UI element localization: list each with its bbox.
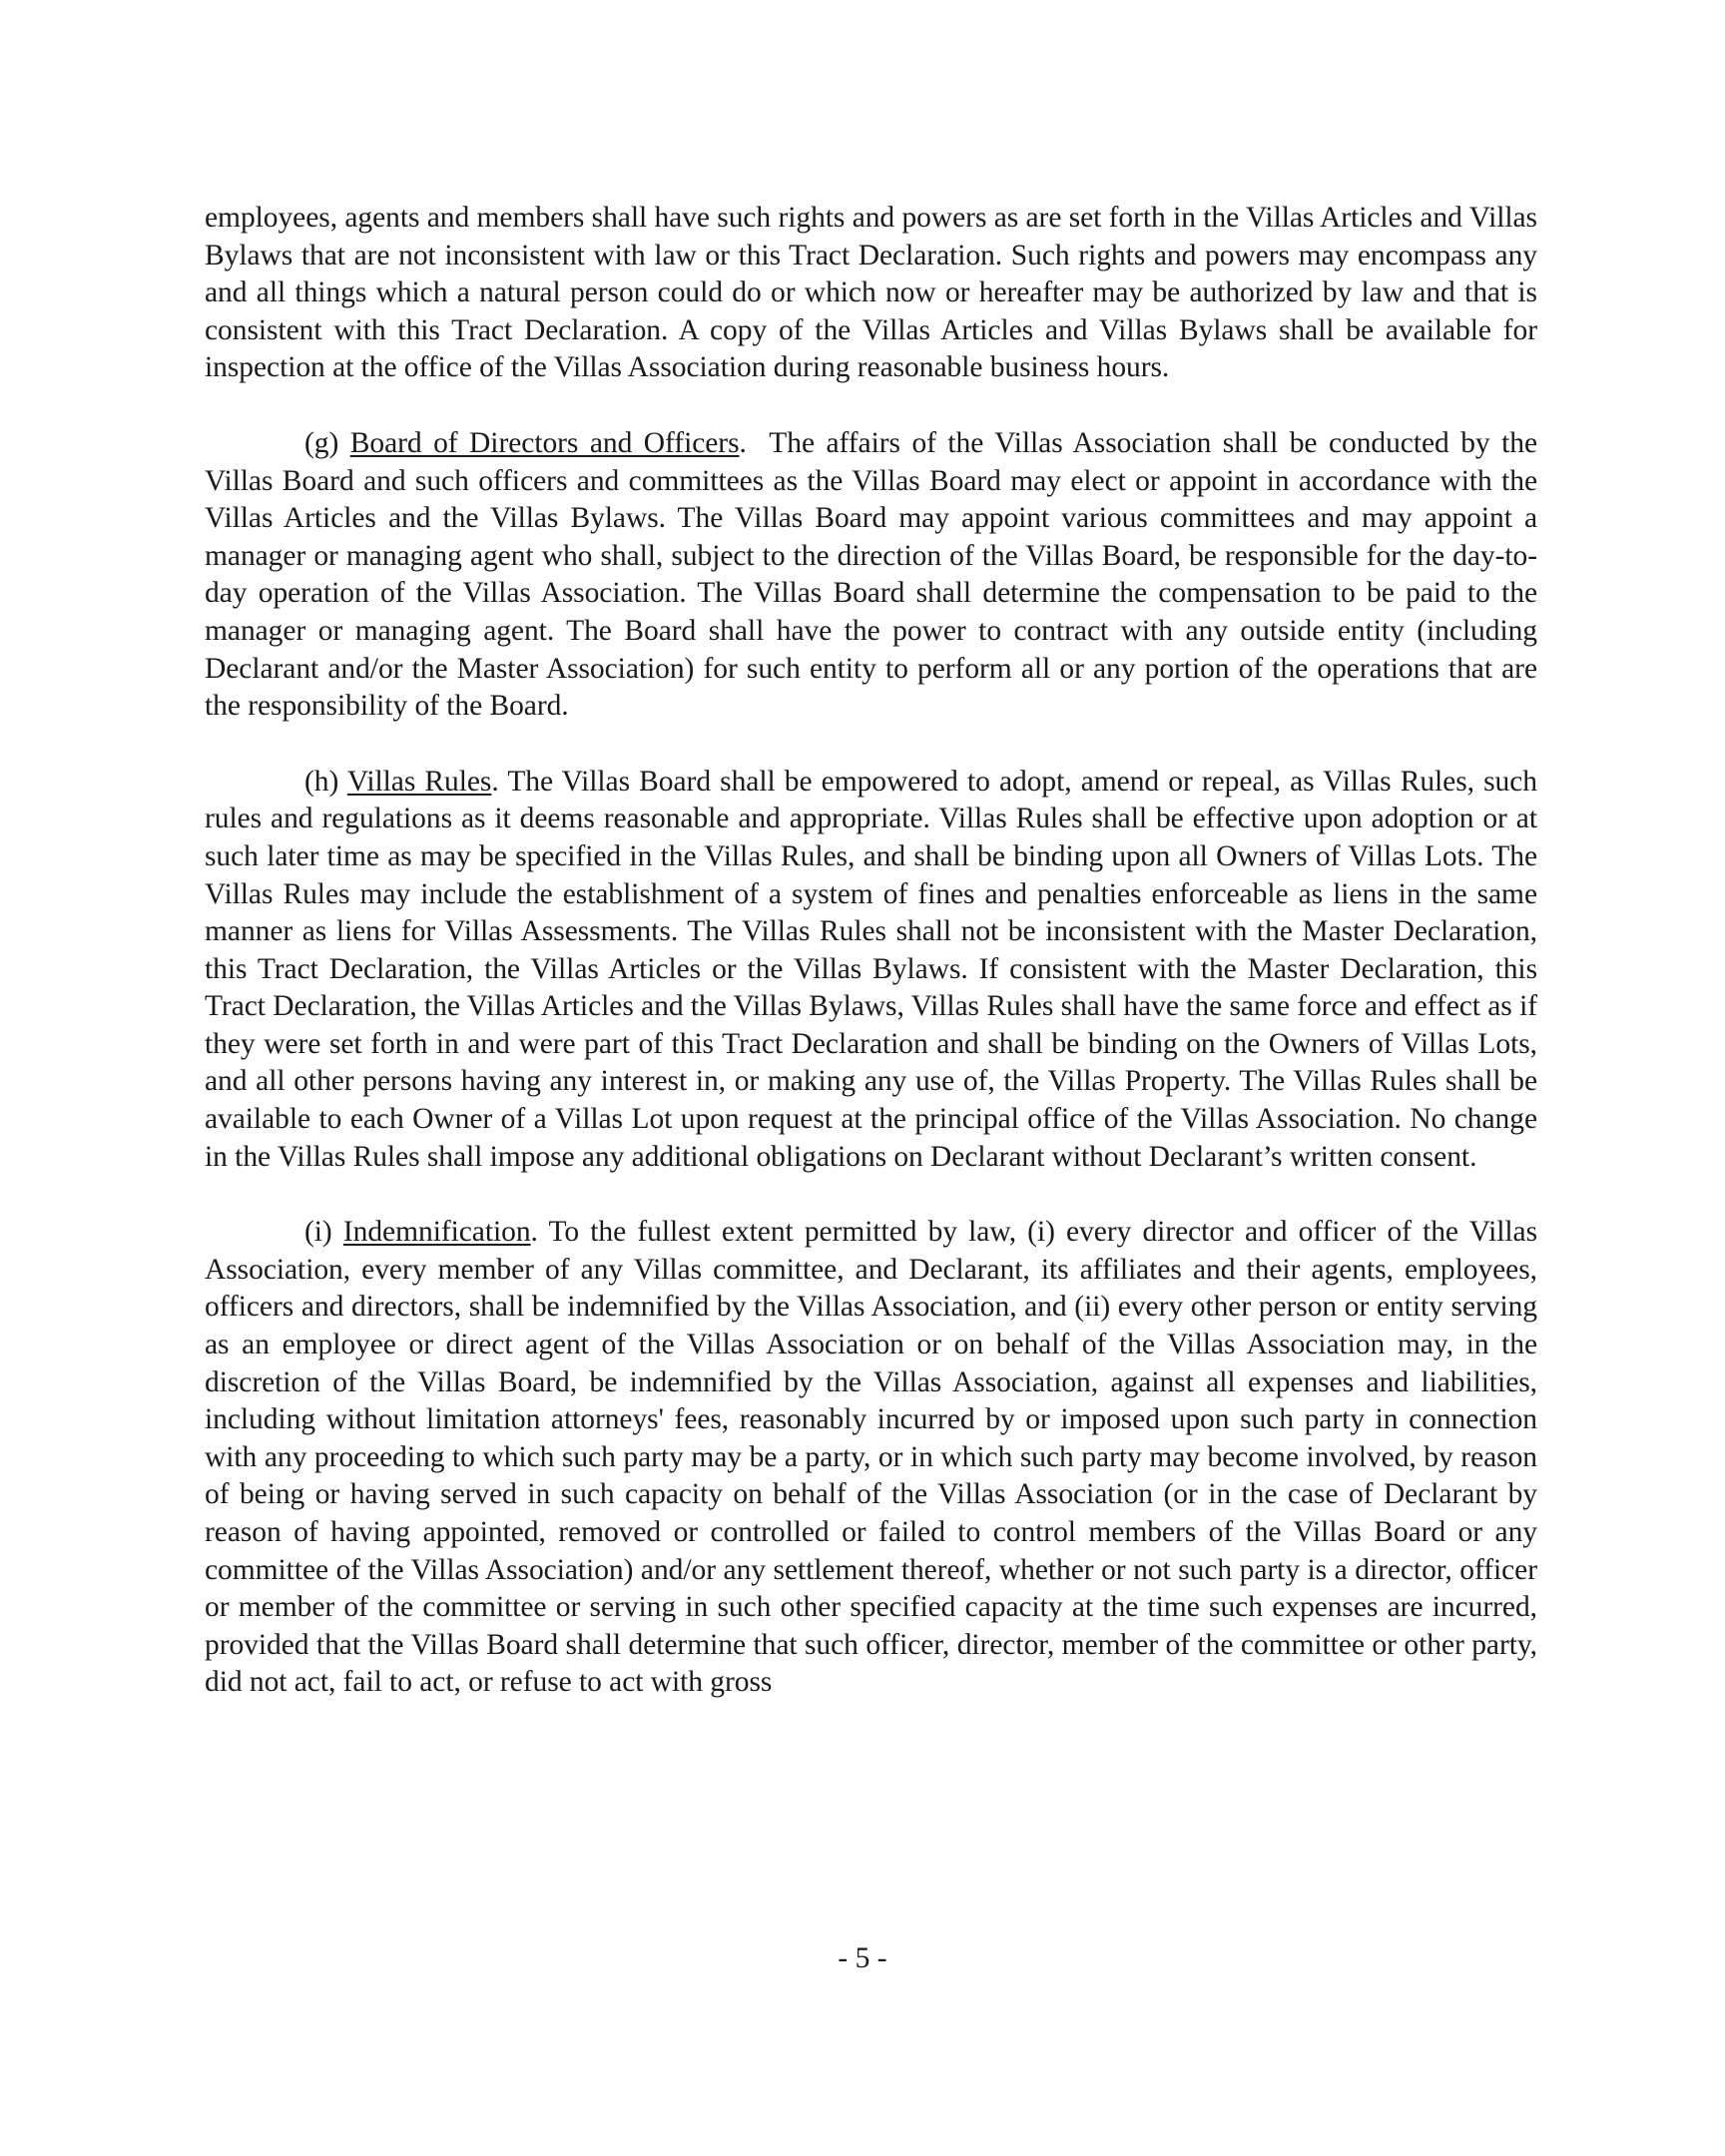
section-heading: Indemnification xyxy=(342,1216,531,1249)
paragraph-h-villas-rules: (h) Villas Rules. The Villas Board shall be empowered to adopt, amend or repeal, as Villas Rules, such rules and regulations as it deems reasonable and appropriate. Villas Rules shall be effective upon adoption or at such later time as may be specified in the Villas Rules, and shall be binding upon all Owners of Villas Lots. The Villas Rules may include the establishment of a system of fines and penalties enforceable as liens in the same manner as liens for Villas Assessments. The Villas Rules shall not be inconsistent with the Master Declaration, this Tract Declaration, the Villas Articles or the Villas Bylaws. If consistent with the Master Declaration, this Tract Declaration, the Villas Articles and the Villas Bylaws, Villas Rules shall have the same force and effect as if they were set forth in and were part of this Tract Declaration and shall be binding on the Owners of Villas Lots, and all other persons having any interest in, or making any use of, the Villas Property. The Villas Rules shall be available to each Owner of a Villas Lot upon request at the principal office of the Villas Association. No change in the Villas Rules shall impose any additional obligations on Declarant without Declarant’s written consent. xyxy=(205,765,1537,1173)
paragraph-i-indemnification: (i) Indemnification. To the fullest extent permitted by law, (i) every director and officer of the Villas Association, every member of any Villas committee, and Declarant, its affiliates and their agents, employees, officers and directors, shall be indemnified by the Villas Association, and (ii) every other person or entity serving as an employee or direct agent of the Villas Association or on behalf of the Villas Association may, in the discretion of the Villas Board, be indemnified by the Villas Association, against all expenses and liabilities, including without limitation attorneys' fees, reasonably incurred by or imposed upon such party in connection with any proceeding to which such party may be a party, or in which such party may become involved, by reason of being or having served in such capacity on behalf of the Villas Association (or in the case of Declarant by reason of having appointed, removed or controlled or failed to control members of the Villas Board or any committee of the Villas Association) and/or any settlement thereof, whether or not such party is a director, officer or member of the committee or serving in such other specified capacity at the time such expenses are incurred, provided that the Villas Board shall determine that such officer, director, member of the committee or other party, did not act, fail to act, or refuse to act with gross xyxy=(205,1216,1538,1699)
document-body xyxy=(205,200,1537,1740)
paragraph-g-board-of-directors: (g) Board of Directors and Officers. The affairs of the Villas Association shall be conducted by the Villas Board and such officers and committees as the Villas Board may elect or appoint in accordance with the Villas Articles and the Villas Bylaws. The Villas Board may appoint various committees and may appoint a manager or managing agent who shall, subject to the direction of the Villas Board, be responsible for the day-to-day operation of the Villas Association. The Villas Board shall determine the compensation to be paid to the manager or managing agent. The Board shall have the power to contract with any outside entity (including Declarant and/or the Master Association) for such entity to perform all or any portion of the operations that are the responsibility of the Board. xyxy=(205,426,1538,723)
section-heading: Villas Rules xyxy=(346,765,492,798)
section-label: (g) xyxy=(304,426,339,459)
section-label: (h) xyxy=(304,765,339,798)
section-label: (i) xyxy=(304,1216,332,1249)
paragraph-text: To the fullest extent permitted by law, (i) every director and officer of the Villas Association, every member of any Villas committee, and Declarant, its affiliates and their agents, employees, officers and directors, shall be indemnified by the Villas Association, and (ii) every other person or entity serving as an employee or direct agent of the Villas Association or on behalf of the Villas Association may, in the discretion of the Villas Board, be indemnified by the Villas Association, against all expenses and liabilities, including without limitation attorneys' fees, reasonably incurred by or imposed upon such party in connection with any proceeding to which such party may be a party, or in which such party may become involved, by reason of being or having served in such capacity on behalf of the Villas Association (or in the case of Declarant by reason of having appointed, removed or controlled or failed to control members of the Villas Board or any committee of the Villas Association) and/or any settlement thereof, whether or not such party is a director, officer or member of the committee or serving in such other specified capacity at the time such expenses are incurred, provided that the Villas Board shall determine that such officer, director, member of the committee or other party, did not act, fail to act, or refuse to act with gross xyxy=(205,1216,1538,1699)
paragraph-continuation xyxy=(205,200,1537,387)
paragraph-text: The affairs of the Villas Association shall be conducted by the Villas Board and such officers and committees as the Villas Board may elect or appoint in accordance with the Villas Articles and the Villas Bylaws. The Villas Board may appoint various committees and may appoint a manager or managing agent who shall, subject to the direction of the Villas Board, be responsible for the day-to-day operation of the Villas Association. The Villas Board shall determine the compensation to be paid to the manager or managing agent. The Board shall have the power to contract with any outside entity (including Declarant and/or the Master Association) for such entity to perform all or any portion of the operations that are the responsibility of the Board. xyxy=(205,426,1538,723)
section-heading: Board of Directors and Officers xyxy=(349,426,740,459)
paragraph-text: The Villas Board shall be empowered to adopt, amend or repeal, as Villas Rules, such rules and regulations as it deems reasonable and appropriate. Villas Rules shall be effective upon adoption or at such later time as may be specified in the Villas Rules, and shall be binding upon all Owners of Villas Lots. The Villas Rules may include the establishment of a system of fines and penalties enforceable as liens in the same manner as liens for Villas Assessments. The Villas Rules shall not be inconsistent with the Master Declaration, this Tract Declaration, the Villas Articles or the Villas Bylaws. If consistent with the Master Declaration, this Tract Declaration, the Villas Articles and the Villas Bylaws, Villas Rules shall have the same force and effect as if they were set forth in and were part of this Tract Declaration and shall be binding on the Owners of Villas Lots, and all other persons having any interest in, or making any use of, the Villas Property. The Villas Rules shall be available to each Owner of a Villas Lot upon request at the principal office of the Villas Association. No change in the Villas Rules shall impose any additional obligations on Declarant without Declarant’s written consent. xyxy=(205,765,1537,1173)
paragraph-text: employees, agents and members shall have such rights and powers as are set forth in the Villas Articles and Villas Bylaws that are not inconsistent with law or this Tract Declaration. Such rights and powers may encompass any and all things which a natural person could do or which now or hereafter may be authorized by law and that is consistent with this Tract Declaration. A copy of the Villas Articles and Villas Bylaws shall be available for inspection at the office of the Villas Association during reasonable business hours. xyxy=(205,202,1537,384)
page-number: - 5 - xyxy=(838,1942,887,1974)
